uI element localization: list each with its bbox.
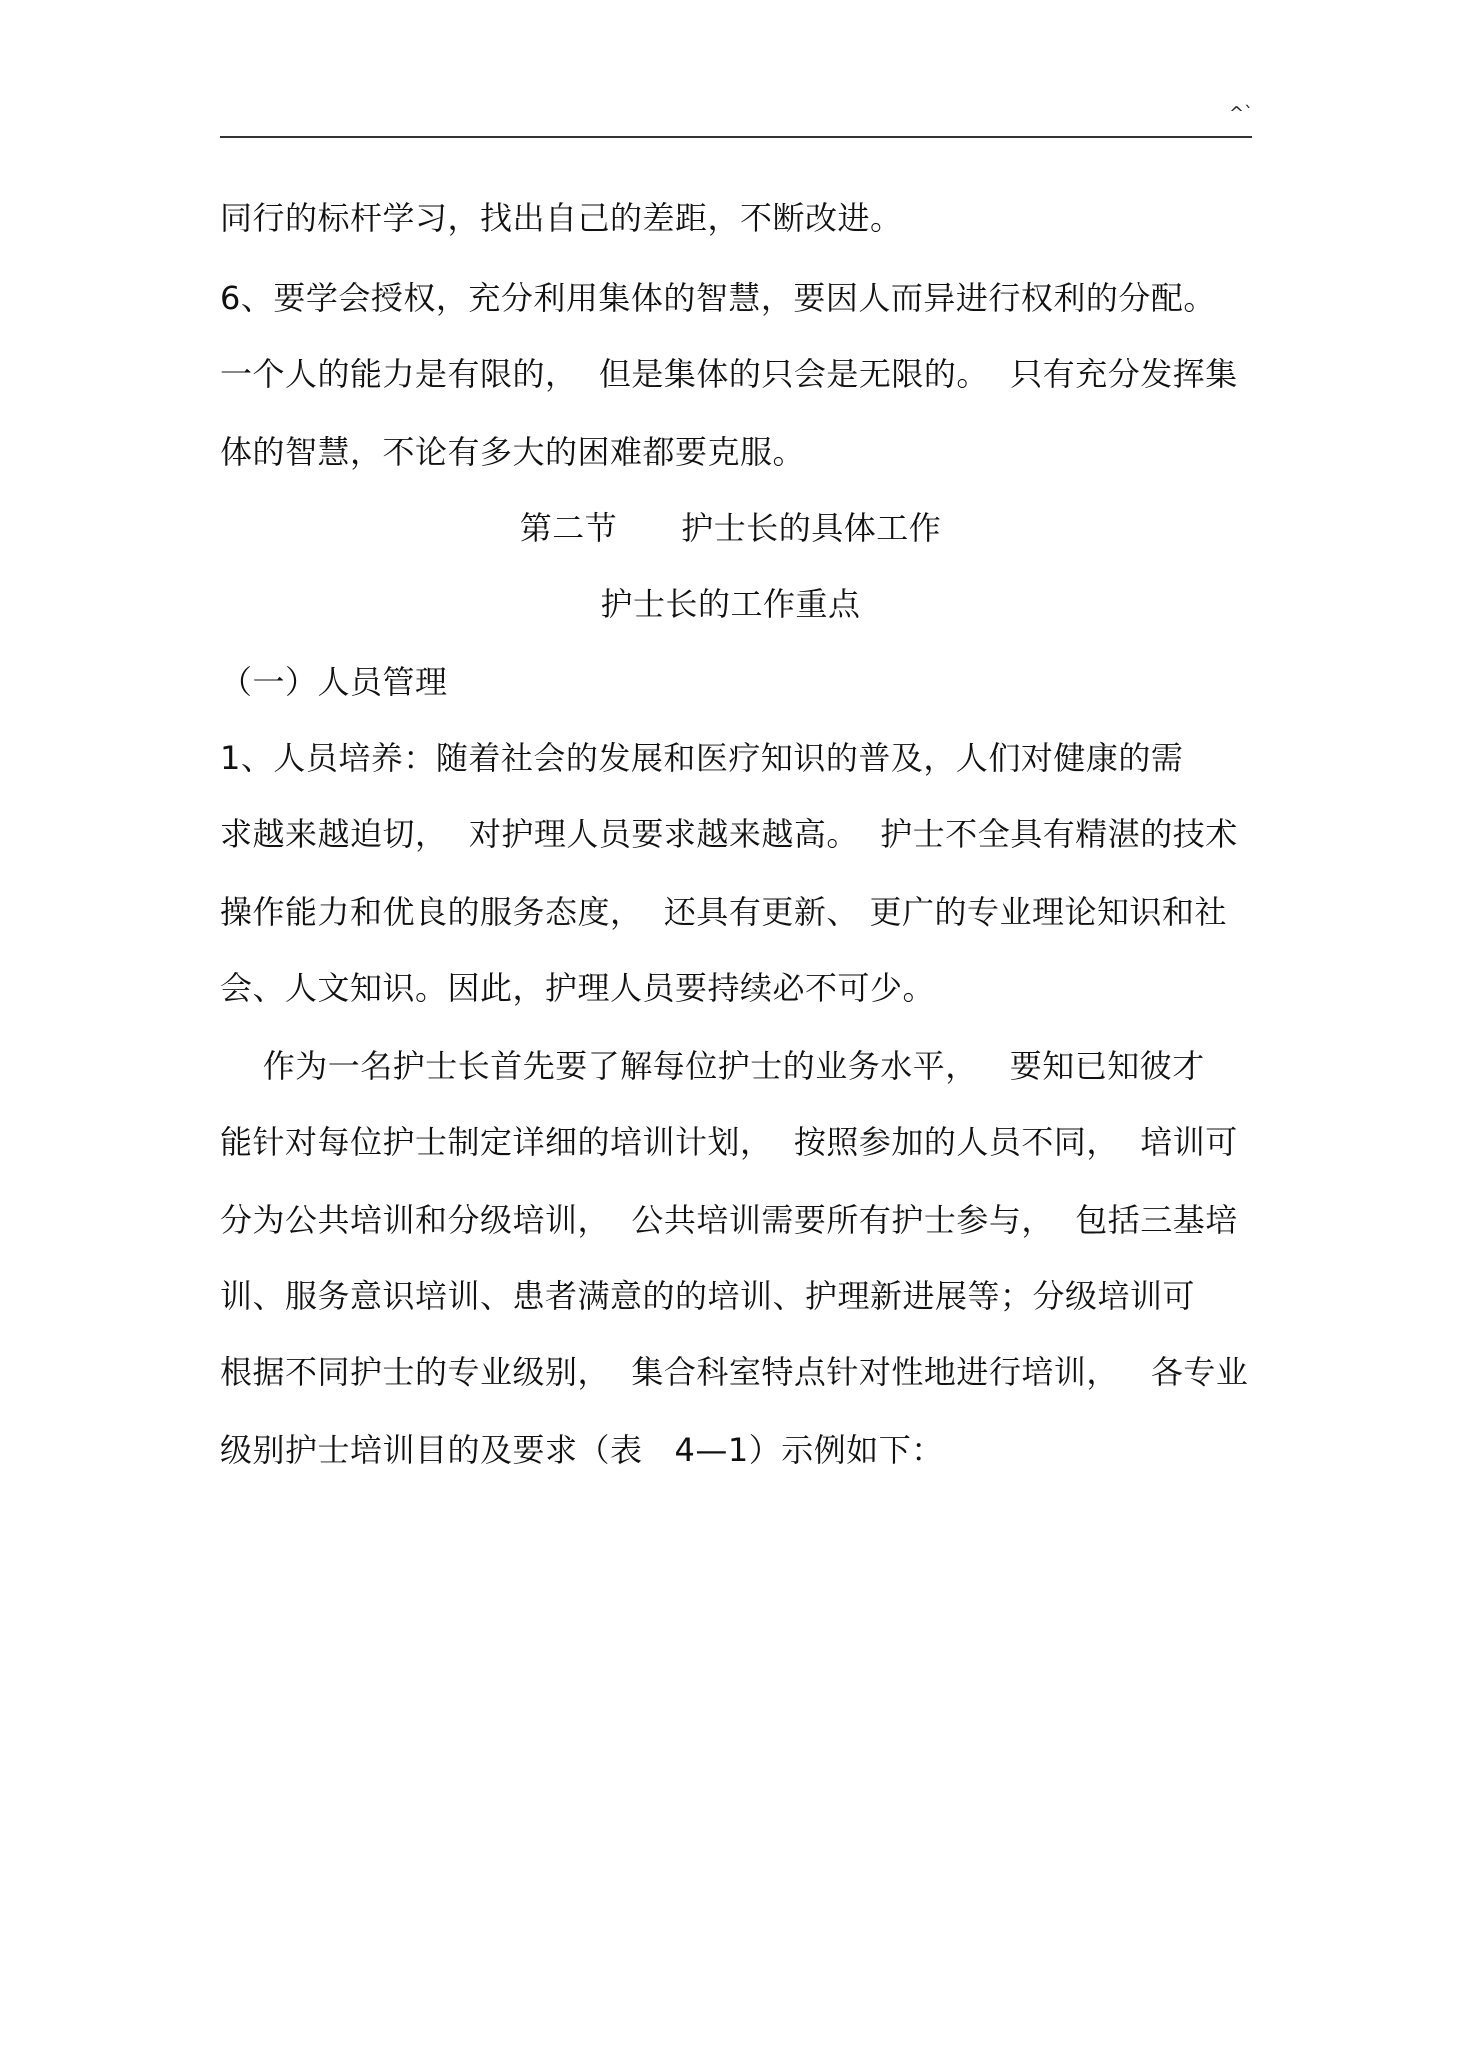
body-line: 同行的标杆学习，找出自己的差距，不断改进。 [220,199,903,237]
heading-personnel-management: （一）人员管理 [220,663,448,701]
paragraph-line: 求越来越迫切， 对护理人员要求越来越高。 护士不全具有精湛的技术 [220,815,1238,853]
section-subtitle: 护士长的工作重点 [600,585,861,623]
paragraph-line: 级别护士培训目的及要求（表 4—1）示例如下： [220,1431,944,1469]
section-title: 第二节 护士长的具体工作 [519,509,942,547]
paragraph-line: 会、人文知识。因此，护理人员要持续必不可少。 [220,969,936,1007]
paragraph-line: 训、服务意识培训、患者满意的的培训、护理新进展等；分级培训可 [220,1277,1196,1315]
paragraph-line: 分为公共培训和分级培训， 公共培训需要所有护士参与， 包括三基培 [220,1201,1238,1239]
paragraph-line: 操作能力和优良的服务态度， 还具有更新、 更广的专业理论知识和社 [220,893,1228,931]
body-line: 一个人的能力是有限的， 但是集体的只会是无限的。 只有充分发挥集 [220,355,1238,393]
body-line: 6、要学会授权，充分利用集体的智慧，要因人而异进行权利的分配。 [220,279,1216,317]
paragraph-line: 作为一名护士长首先要了解每位护士的业务水平， 要知已知彼才 [220,1047,1205,1085]
paragraph-line: 根据不同护士的专业级别， 集合科室特点针对性地进行培训， 各专业 [220,1353,1249,1391]
header-rule [220,136,1252,138]
paragraph-line: 能针对每位护士制定详细的培训计划， 按照参加的人员不同， 培训可 [220,1123,1238,1161]
header-mark: ^` [1229,103,1254,124]
paragraph-line: 1、人员培养：随着社会的发展和医疗知识的普及，人们对健康的需 [220,739,1184,777]
body-line: 体的智慧，不论有多大的困难都要克服。 [220,433,806,471]
